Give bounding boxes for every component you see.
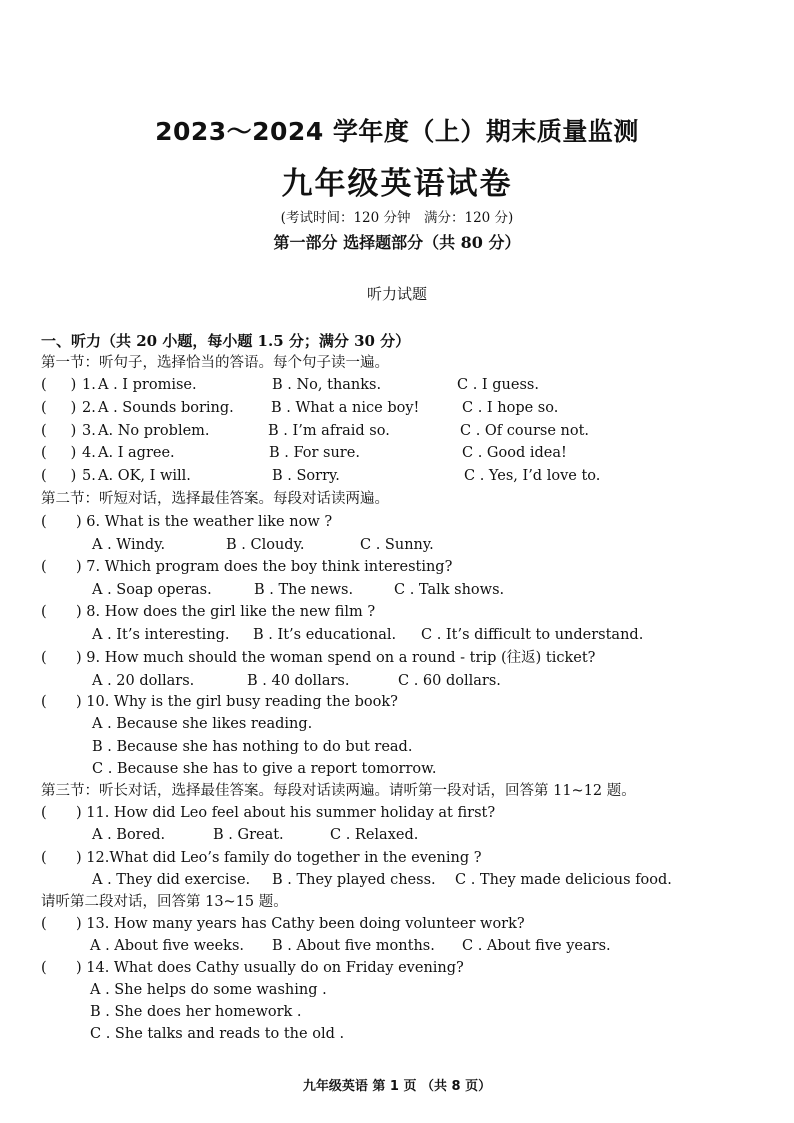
item-number: 3. [82,423,96,439]
option-b: B . What a nice boy! [271,400,420,416]
answer-blank[interactable]: ( [41,559,47,575]
option-c: C . Relaxed. [330,827,419,843]
option-c: C . Talk shows. [394,582,505,598]
option-b: B . Sorry. [272,468,340,484]
question-10: ) 10. Why is the girl busy reading the book? [76,694,398,710]
option-c: C . Because she has to give a report tomorrow. [92,761,437,777]
option-b: B . Because she has nothing to do but read. [92,739,413,755]
option-b: B . Great. [213,827,284,843]
question-9: ) 9. How much should the woman spend on a round - trip (往返) ticket? [76,650,596,666]
option-c: C . 60 dollars. [398,673,501,689]
option-c: C . Of course not. [460,423,590,439]
option-b: B . Cloudy. [226,537,305,553]
item-number: 1. [82,377,96,393]
answer-blank[interactable]: ( ) [41,377,77,393]
part3-second-instruction: 请听第二段对话，回答第 13~15 题。 [41,894,288,910]
option-c: C . They made delicious food. [455,872,672,888]
option-a: A . She helps do some washing . [90,982,327,998]
option-b: B . I’m afraid so. [268,423,390,439]
answer-blank[interactable]: ( [41,960,47,976]
question-14: ) 14. What does Cathy usually do on Friday evening? [76,960,464,976]
option-b: B . About five months. [272,938,435,954]
question-13: ) 13. How many years has Cathy been doing volunteer work? [76,916,525,932]
answer-blank[interactable]: ( ) [41,423,77,439]
part2-instruction: 第二节：听短对话，选择最佳答案。每段对话读两遍。 [41,491,389,507]
part-title: 第一部分 选择题部分（共 80 分） [273,233,521,252]
option-c: C . Good idea! [462,445,567,461]
part1-instruction: 第一节：听句子，选择恰当的答语。每个句子读一遍。 [41,355,389,371]
option-b: B . They played chess. [272,872,436,888]
exam-subtitle: 九年级英语试卷 [281,166,513,202]
exam-title: 2023～2024 学年度（上）期末质量监测 [155,117,639,146]
answer-blank[interactable]: ( [41,650,47,666]
option-a: A. I agree. [98,445,175,461]
question-6: ) 6. What is the weather like now ? [76,514,333,530]
question-12: ) 12.What did Leo’s family do together in the evening ? [76,850,482,866]
page-footer: 九年级英语 第 1 页 （共 8 页） [302,1079,492,1094]
option-b: B . For sure. [269,445,360,461]
option-a: A . Sounds boring. [98,400,234,416]
part3-instruction: 第三节：听长对话，选择最佳答案。每段对话读两遍。请听第一段对话，回答第 11~12 题。 [41,783,636,799]
answer-blank[interactable]: ( [41,694,47,710]
option-a: A . Windy. [92,537,166,553]
answer-blank[interactable]: ( [41,850,47,866]
answer-blank[interactable]: ( ) [41,400,77,416]
question-11: ) 11. How did Leo feel about his summer holiday at first? [76,805,496,821]
item-number: 5. [82,468,96,484]
option-c: C . It’s difficult to understand. [421,627,644,643]
option-a: A . I promise. [98,377,197,393]
question-7: ) 7. Which program does the boy think interesting? [76,559,453,575]
option-a: A . They did exercise. [92,872,251,888]
option-a: A . Soap operas. [92,582,212,598]
exam-info: (考试时间：120 分钟 满分：120 分) [280,210,514,226]
option-c: C . About five years. [462,938,611,954]
option-b: B . It’s educational. [253,627,397,643]
item-number: 4. [82,445,96,461]
answer-blank[interactable]: ( [41,916,47,932]
answer-blank[interactable]: ( [41,514,47,530]
answer-blank[interactable]: ( [41,805,47,821]
listening-title: 听力试题 [366,285,427,303]
option-c: C . Yes, I’d love to. [464,468,601,484]
section-heading: 一、听力（共 20 小题，每小题 1.5 分；满分 30 分） [41,332,411,350]
answer-blank[interactable]: ( [41,604,47,620]
option-a: A . About five weeks. [90,938,245,954]
item-number: 2. [82,400,96,416]
answer-blank[interactable]: ( ) [41,468,77,484]
option-a: A . Because she likes reading. [92,716,313,732]
option-c: C . I hope so. [462,400,559,416]
option-b: B . The news. [254,582,354,598]
option-a: A. OK, I will. [98,468,191,484]
option-b: B . No, thanks. [272,377,382,393]
option-b: B . 40 dollars. [247,673,350,689]
option-c: C . Sunny. [360,537,434,553]
option-c: C . I guess. [457,377,539,393]
option-c: C . She talks and reads to the old . [90,1026,345,1042]
option-b: B . She does her homework . [90,1004,302,1020]
answer-blank[interactable]: ( ) [41,445,77,461]
option-a: A. No problem. [98,423,210,439]
question-8: ) 8. How does the girl like the new film ? [76,604,376,620]
option-a: A . It’s interesting. [92,627,230,643]
option-a: A . 20 dollars. [92,673,195,689]
option-a: A . Bored. [92,827,166,843]
